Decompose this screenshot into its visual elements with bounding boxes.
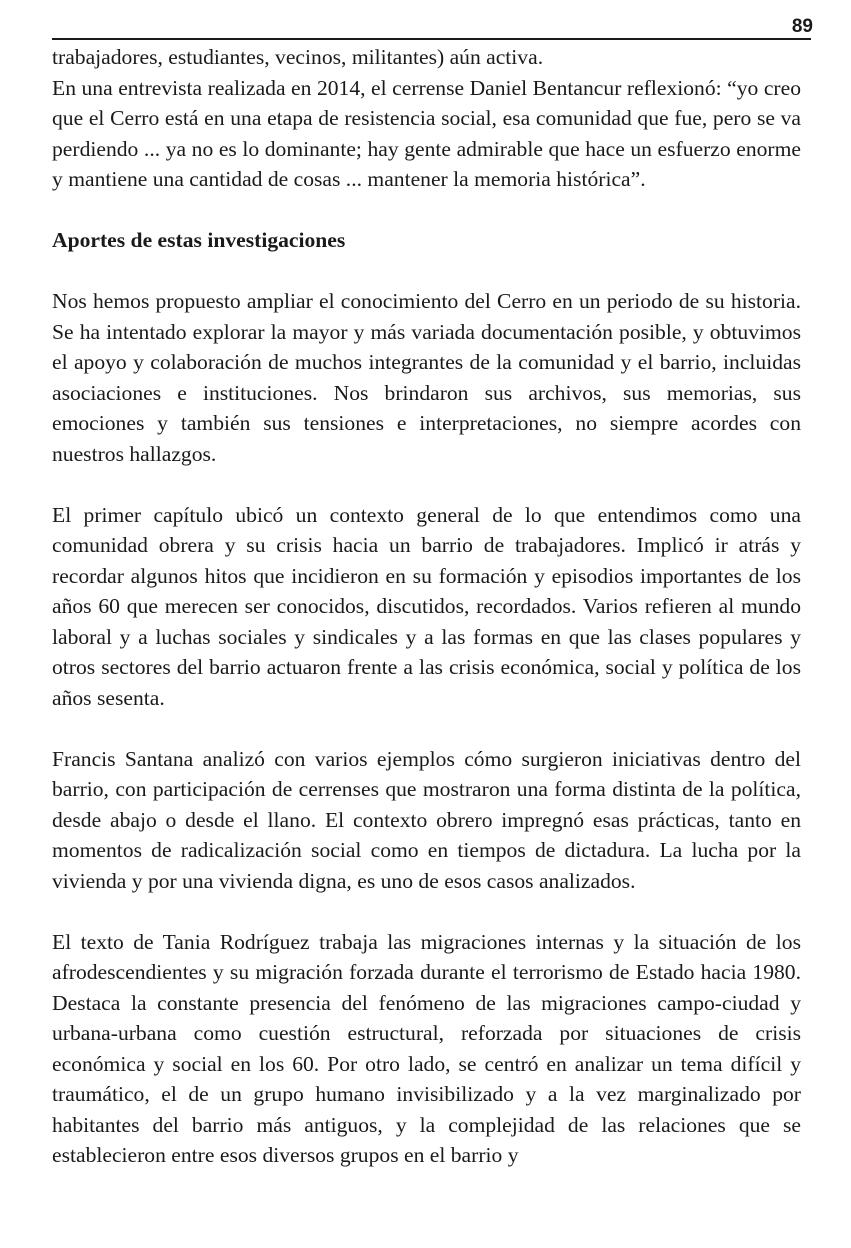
paragraph-aims: Nos hemos propuesto ampliar el conocimiento del Cerro en un periodo de su historia. Se ha intentado explorar la mayor y más variada documentación posible, y obtuvimos el apoyo y colaboración de muchos integrantes de la comunidad y el barrio, incluidas asociaciones e instituciones. Nos brindaron sus archivos, sus memorias, sus emociones y también sus tensiones e interpretaciones, no siempre acordes con nuestros hallazgos. xyxy=(52,289,801,466)
header-rule xyxy=(52,38,811,40)
paragraph-interview-quote: En una entrevista realizada en 2014, el cerrense Daniel Bentancur reflexionó: “yo creo que el Cerro está en una etapa de resistencia social, esa comunidad que fue, pero se va perdiendo ... ya no es lo dominante; hay gente admirable que hace un esfuerzo enorme y mantiene una cantidad de cosas ... mantener la memoria histórica”. xyxy=(52,75,801,191)
paragraph-tania-rodriguez: El texto de Tania Rodríguez trabaja las migraciones internas y la situación de los afrodescendientes y su migración forzada durante el terrorismo de Estado hacia 1980. Destaca la constante presencia del fenómeno de las migraciones campo-ciudad y urbana-urbana como cuestión estructural, reforzada por situaciones de crisis económica y social en los 60. Por otro lado, se centró en analizar un tema difícil y traumático, el de un grupo humano invisibilizado y a la vez marginalizado por habitantes del barrio más antiguos, y la complejidad de las relaciones que se establecieron entre esos diversos grupos en el barrio y xyxy=(52,929,801,1167)
paragraph-continuation: trabajadores, estudiantes, vecinos, militantes) aún activa. xyxy=(52,45,544,69)
paragraph-first-chapter: El primer capítulo ubicó un contexto general de lo que entendimos como una comunidad obrera y su crisis hacia un barrio de trabajadores. Implicó ir atrás y recordar algunos hitos que incidieron en su formación y episodios importantes de los años 60 que merecen ser conocidos, discutidos, recordados. Varios refieren al mundo laboral y a luchas sociales y sindicales y a las formas en que las clases populares y otros sectores del barrio actuaron frente a las crisis económica, social y política de los años sesenta. xyxy=(52,502,801,710)
section-heading: Aportes de estas investigaciones xyxy=(52,228,346,252)
paragraph-francis-santana: Francis Santana analizó con varios ejemplos cómo surgieron iniciativas dentro del barrio, con participación de cerrenses que mostraron una forma distinta de la política, desde abajo o desde el llano. El contexto obrero impregnó esas prácticas, tanto en momentos de radicalización social como en tiempos de dictadura. La lucha por la vivienda y por una vivienda digna, es uno de esos casos analizados. xyxy=(52,746,801,893)
page-number: 89 xyxy=(791,16,813,37)
body-text xyxy=(52,42,801,1171)
